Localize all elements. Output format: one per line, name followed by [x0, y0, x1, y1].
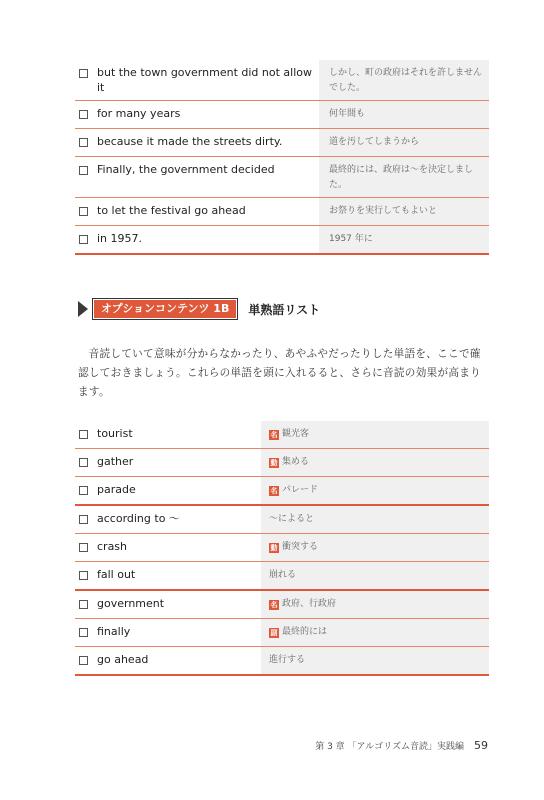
- table-row: [75, 477, 489, 506]
- vocab-meaning: 衝突する: [282, 542, 319, 552]
- vocab-meaning: 〜によると: [269, 514, 315, 524]
- play-arrow-icon: [78, 301, 88, 317]
- table-row: [75, 506, 489, 534]
- english-phrase: but the town government did not allow it: [97, 66, 312, 94]
- vocab-meaning: 観光客: [282, 429, 310, 439]
- checkbox[interactable]: [79, 458, 88, 467]
- checkbox[interactable]: [79, 656, 88, 665]
- vocab-meaning: 政府、行政府: [282, 599, 337, 609]
- part-of-speech-badge: 副: [270, 628, 278, 637]
- checkbox[interactable]: [79, 430, 88, 439]
- japanese-translation: 1957 年に: [329, 234, 373, 244]
- vocab-meaning: 崩れる: [269, 570, 297, 580]
- table-row: [75, 647, 489, 676]
- section-title: 単熟語リスト: [248, 302, 321, 317]
- table-row: [75, 226, 489, 255]
- vocabulary-table: [75, 421, 489, 676]
- japanese-translation: 道を汚してしまうから: [329, 137, 420, 147]
- checkbox[interactable]: [79, 138, 88, 147]
- checkbox[interactable]: [79, 207, 88, 216]
- table-row: [75, 129, 489, 157]
- vocab-meaning: 最終的には: [282, 627, 328, 637]
- vocab-word: gather: [97, 455, 134, 468]
- english-phrase: Finally, the government decided: [97, 163, 275, 176]
- table-row: [75, 562, 489, 591]
- checkbox[interactable]: [79, 628, 88, 637]
- english-phrase: because it made the streets dirty.: [97, 135, 283, 148]
- vocab-word: according to 〜: [97, 512, 180, 525]
- english-phrase: to let the festival go ahead: [97, 204, 246, 217]
- table-row: [75, 449, 489, 477]
- part-of-speech-badge: 動: [270, 543, 278, 552]
- part-of-speech-badge: 動: [270, 458, 278, 467]
- vocab-word: finally: [97, 625, 131, 638]
- checkbox[interactable]: [79, 110, 88, 119]
- checkbox[interactable]: [79, 600, 88, 609]
- part-of-speech-badge: 名: [270, 430, 278, 439]
- japanese-translation: しかし、町の政府はそれを許しませんでした。: [329, 68, 483, 93]
- checkbox[interactable]: [79, 571, 88, 580]
- checkbox[interactable]: [79, 69, 88, 78]
- japanese-translation: 最終的には、政府は〜を決定しました。: [329, 165, 474, 190]
- checkbox[interactable]: [79, 486, 88, 495]
- page-footer: [315, 739, 488, 752]
- vocab-word: crash: [97, 540, 128, 553]
- table-row: [75, 198, 489, 226]
- table-row: [75, 101, 489, 129]
- table-row: [75, 60, 489, 101]
- vocab-word: tourist: [97, 427, 133, 440]
- japanese-translation: お祭りを実行してもよいと: [329, 206, 438, 216]
- japanese-translation: 何年間も: [329, 109, 366, 119]
- table-row: [75, 619, 489, 647]
- section-heading: [78, 298, 320, 320]
- english-phrase: for many years: [97, 107, 181, 120]
- vocab-meaning: 集める: [282, 457, 310, 467]
- checkbox[interactable]: [79, 515, 88, 524]
- checkbox[interactable]: [79, 235, 88, 244]
- phrase-table: [75, 60, 489, 255]
- page-number: 59: [474, 739, 488, 752]
- part-of-speech-badge: 名: [270, 486, 278, 495]
- checkbox[interactable]: [79, 543, 88, 552]
- part-of-speech-badge: 名: [270, 600, 278, 609]
- chapter-title: 第 3 章 「アルゴリズム音読」実践編: [315, 742, 464, 752]
- table-row: [75, 591, 489, 619]
- vocab-word: fall out: [97, 568, 136, 581]
- table-row: [75, 421, 489, 449]
- vocab-word: go ahead: [97, 653, 149, 666]
- checkbox[interactable]: [79, 166, 88, 175]
- vocab-meaning: パレード: [282, 485, 319, 495]
- intro-paragraph: 音読していて意味が分からなかったり、あやふやだったりした単語を、ここで確認しておきましょう。これらの単語を頭に入れるると、さらに音読の効果が高まります。: [78, 348, 482, 398]
- vocab-word: parade: [97, 483, 136, 496]
- section-badge: オプションコンテンツ 1B: [92, 298, 238, 320]
- vocab-word: government: [97, 597, 165, 610]
- table-row: [75, 534, 489, 562]
- english-phrase: in 1957.: [97, 232, 143, 245]
- vocab-meaning: 進行する: [269, 655, 306, 665]
- table-row: [75, 157, 489, 198]
